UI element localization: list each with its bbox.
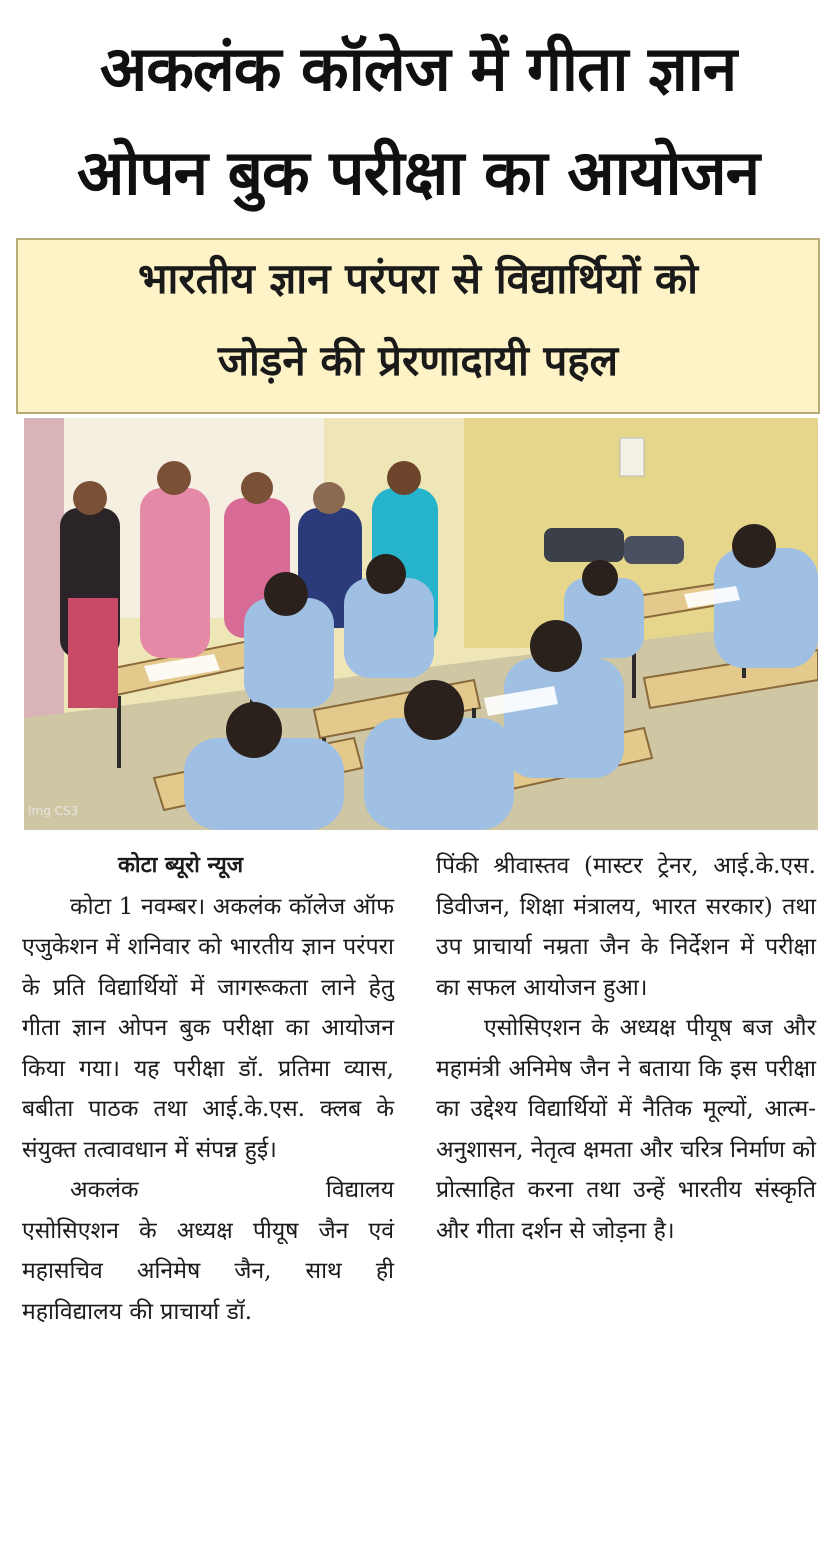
news-photo [24,418,818,830]
article-paragraph-2-start: अकलंक विद्यालय [70,1177,394,1203]
subheadline-line-1: भारतीय ज्ञान परंपरा से विद्यार्थियों को [138,254,698,303]
article-paragraph-2-cont: एसोसिएशन के अध्यक्ष पीयूष जैन एवं महासचिव अनिमेष जैन, साथ ही महाविद्यालय की प्राचार्या डॉ. [22,1217,394,1325]
article-paragraph-1: कोटा 1 नवम्बर। अकलंक कॉलेज ऑफ एजुकेशन में शनिवार को भारतीय ज्ञान परंपरा के प्रति विद्यार्थियों में जागरूकता लाने हेतु गीता ज्ञान ओपन बुक परीक्षा का आयोजन किया गया। यह परीक्षा डॉ. प्रतिमा व्यास, बबीता पाठक तथा आई.के.एस. क्लब के संयुक्त तत्वावधान में संपन्न हुई। [22,893,394,1163]
subheadline-line-2: जोड़ने की प्रेरणादायी पहल [217,336,619,385]
article-column-left [22,846,394,1332]
headline-line-1: अकलंक कॉलेज में गीता ज्ञान [99,32,737,105]
photo-watermark: Img CS3 [28,804,79,818]
classroom-illustration [24,418,818,830]
subheadline-box [16,238,820,414]
article-byline: कोटा ब्यूरो न्यूज [118,853,244,878]
headline-line-2: ओपन बुक परीक्षा का आयोजन [76,136,760,209]
article-column-right [436,846,816,1251]
article-paragraph-4: एसोसिएशन के अध्यक्ष पीयूष बज और महामंत्री अनिमेष जैन ने बताया कि इस परीक्षा का उद्देश्य विद्यार्थियों में नैतिक मूल्यों, आत्म-अनुशासन, नेतृत्व क्षमता और चरित्र निर्माण को प्रोत्साहित करना तथा उन्हें भारतीय संस्कृति और गीता दर्शन से जोड़ना है। [436,1015,816,1244]
article-paragraph-3: पिंकी श्रीवास्तव (मास्टर ट्रेनर, आई.के.एस. डिवीजन, शिक्षा मंत्रालय, भारत सरकार) तथा उप प्राचार्या नम्रता जैन के निर्देशन में परीक्षा का सफल आयोजन हुआ। [436,853,816,1001]
